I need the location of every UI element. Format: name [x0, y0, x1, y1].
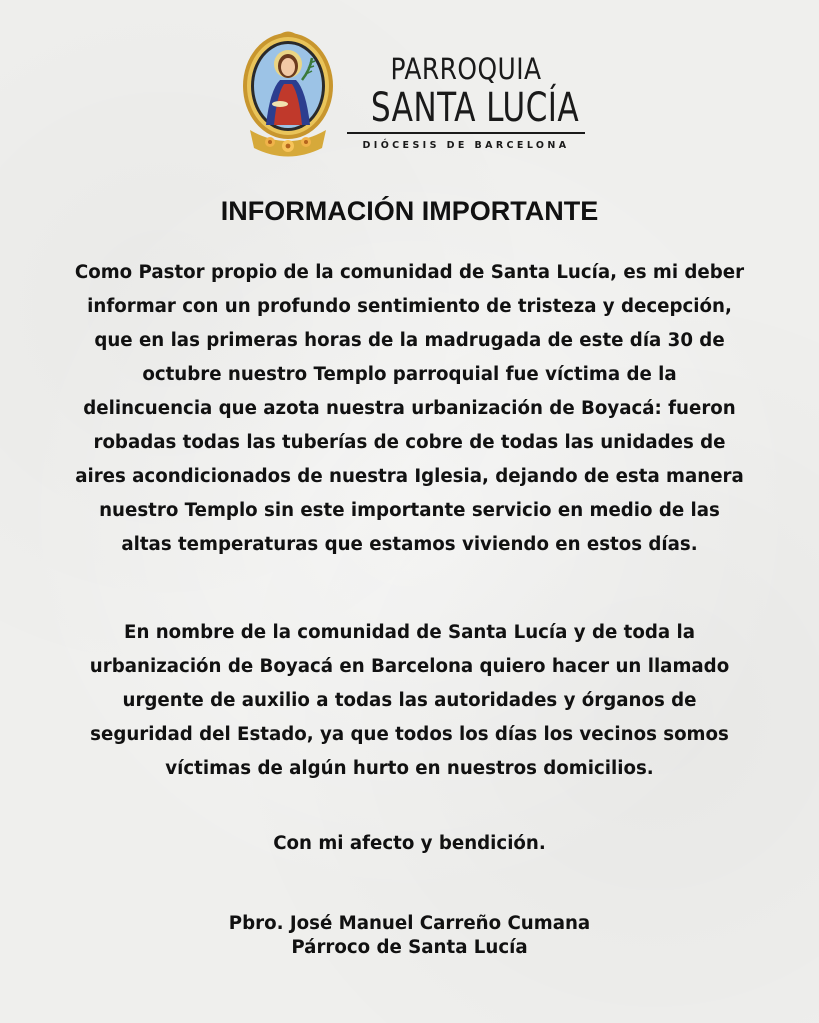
paragraph-line: urbanización de Boyacá en Barcelona quiero hacer un llamado — [89, 656, 730, 677]
paragraph-1 — [20, 256, 799, 562]
paragraph-line: aires acondicionados de nuestra Iglesia, dejando de esta manera — [75, 466, 744, 487]
signature-name: Pbro. José Manuel Carreño Cumana — [228, 913, 591, 934]
paragraph-line: Como Pastor propio de la comunidad de Santa Lucía, es mi deber — [74, 262, 745, 283]
paragraph-line: urgente de auxilio a todas las autoridades y órganos de — [122, 690, 697, 711]
paragraph-2 — [20, 616, 799, 786]
paragraph-line: altas temperaturas que estamos viviendo en estos días. — [121, 534, 698, 555]
closing-line — [20, 827, 799, 861]
signature-role: Párroco de Santa Lucía — [291, 937, 528, 958]
paragraph-line: seguridad del Estado, ya que todos los días los vecinos somos — [90, 724, 729, 745]
paragraph-line: delincuencia que azota nuestra urbanización de Boyacá: fueron — [83, 398, 736, 419]
closing-text: Con mi afecto y bendición. — [273, 833, 546, 854]
paragraph-line: nuestro Templo sin este importante servicio en medio de las — [99, 500, 720, 521]
parish-header — [240, 30, 590, 165]
saint-lucia-medallion-icon — [240, 30, 336, 165]
paragraph-line: robadas todas las tuberías de cobre de todas las unidades de — [93, 432, 726, 453]
signature-block — [0, 912, 819, 960]
paragraph-line: octubre nuestro Templo parroquial fue víctima de la — [142, 364, 677, 385]
paragraph-line: víctimas de algún hurto en nuestros domicilios. — [165, 758, 654, 779]
logo-parroquia: PARROQUIA — [390, 52, 542, 86]
page-title: INFORMACIÓN IMPORTANTE — [220, 196, 599, 226]
paragraph-line: En nombre de la comunidad de Santa Lucía y de toda la — [124, 622, 695, 643]
logo-diocese: DIÓCESIS DE BARCELONA — [362, 140, 570, 151]
parish-wordmark — [344, 52, 588, 151]
logo-divider — [347, 132, 585, 134]
paragraph-line: informar con un profundo sentimiento de tristeza y decepción, — [87, 296, 732, 317]
logo-santa-lucia: SANTA LUCÍA — [370, 85, 580, 131]
paragraph-line: que en las primeras horas de la madrugada de este día 30 de — [94, 330, 725, 351]
